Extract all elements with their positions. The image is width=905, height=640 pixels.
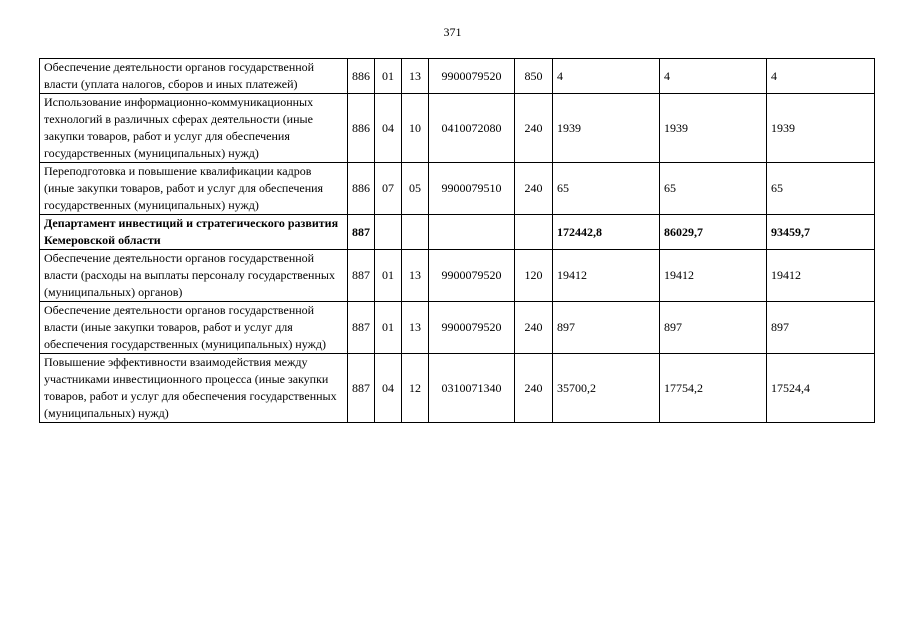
row-section-code: 01: [375, 59, 402, 94]
table-body: [40, 59, 875, 423]
row-description: Обеспечение деятельности органов государственной власти (уплата налогов, сборов и иных платежей): [40, 59, 348, 94]
row-expense-type: 240: [515, 302, 553, 354]
table-row: [40, 215, 875, 250]
row-amount-year-2: 65: [660, 163, 767, 215]
row-target-code: [429, 215, 515, 250]
row-amount-year-3: 93459,7: [767, 215, 875, 250]
row-amount-year-2: 4: [660, 59, 767, 94]
row-ministry-code: 887: [348, 354, 375, 423]
budget-table: [39, 58, 875, 423]
row-section-code: 04: [375, 94, 402, 163]
row-section-code: 01: [375, 302, 402, 354]
row-amount-year-1: 35700,2: [553, 354, 660, 423]
row-amount-year-3: 65: [767, 163, 875, 215]
page-number: 371: [443, 25, 462, 39]
row-amount-year-3: 1939: [767, 94, 875, 163]
row-amount-year-2: 86029,7: [660, 215, 767, 250]
row-ministry-code: 887: [348, 215, 375, 250]
row-amount-year-3: 17524,4: [767, 354, 875, 423]
row-amount-year-1: 897: [553, 302, 660, 354]
row-section-code: 07: [375, 163, 402, 215]
row-amount-year-2: 897: [660, 302, 767, 354]
row-expense-type: 240: [515, 354, 553, 423]
row-section-code: [375, 215, 402, 250]
row-amount-year-1: 1939: [553, 94, 660, 163]
row-expense-type: [515, 215, 553, 250]
table-row: [40, 354, 875, 423]
row-ministry-code: 886: [348, 94, 375, 163]
row-target-code: 9900079520: [429, 302, 515, 354]
row-amount-year-2: 19412: [660, 250, 767, 302]
row-amount-year-3: 19412: [767, 250, 875, 302]
row-amount-year-2: 17754,2: [660, 354, 767, 423]
row-expense-type: 240: [515, 163, 553, 215]
row-subsection-code: 10: [402, 94, 429, 163]
row-ministry-code: 886: [348, 163, 375, 215]
row-section-code: 01: [375, 250, 402, 302]
row-subsection-code: 05: [402, 163, 429, 215]
row-description: Обеспечение деятельности органов государственной власти (иные закупки товаров, работ и услуг для обеспечения государственных (муниципальных) нужд): [40, 302, 348, 354]
table-row: [40, 163, 875, 215]
row-amount-year-3: 897: [767, 302, 875, 354]
row-target-code: 9900079520: [429, 250, 515, 302]
table-row: [40, 59, 875, 94]
row-subsection-code: 13: [402, 59, 429, 94]
row-amount-year-1: 172442,8: [553, 215, 660, 250]
row-expense-type: 120: [515, 250, 553, 302]
row-description: Переподготовка и повышение квалификации кадров (иные закупки товаров, работ и услуг для обеспечения государственных (муниципальных) нужд): [40, 163, 348, 215]
row-subsection-code: [402, 215, 429, 250]
table-row: [40, 94, 875, 163]
row-expense-type: 850: [515, 59, 553, 94]
row-description: Повышение эффективности взаимодействия между участниками инвестиционного процесса (иные закупки товаров, работ и услуг для обеспечения государственных (муниципальных) нужд): [40, 354, 348, 423]
row-ministry-code: 887: [348, 250, 375, 302]
row-target-code: 9900079520: [429, 59, 515, 94]
row-ministry-code: 886: [348, 59, 375, 94]
table-row: [40, 302, 875, 354]
row-subsection-code: 12: [402, 354, 429, 423]
row-expense-type: 240: [515, 94, 553, 163]
row-amount-year-1: 65: [553, 163, 660, 215]
row-description: Департамент инвестиций и стратегического развития Кемеровской области: [40, 215, 348, 250]
row-subsection-code: 13: [402, 250, 429, 302]
row-subsection-code: 13: [402, 302, 429, 354]
row-amount-year-2: 1939: [660, 94, 767, 163]
row-target-code: 9900079510: [429, 163, 515, 215]
row-amount-year-1: 19412: [553, 250, 660, 302]
row-ministry-code: 887: [348, 302, 375, 354]
table-row: [40, 250, 875, 302]
row-description: Использование информационно-коммуникационных технологий в различных сферах деятельности (иные закупки товаров, работ и услуг для обеспечения государственных (муниципальных) нужд): [40, 94, 348, 163]
row-amount-year-3: 4: [767, 59, 875, 94]
row-target-code: 0410072080: [429, 94, 515, 163]
row-section-code: 04: [375, 354, 402, 423]
row-description: Обеспечение деятельности органов государственной власти (расходы на выплаты персоналу государственных (муниципальных) органов): [40, 250, 348, 302]
row-amount-year-1: 4: [553, 59, 660, 94]
row-target-code: 0310071340: [429, 354, 515, 423]
